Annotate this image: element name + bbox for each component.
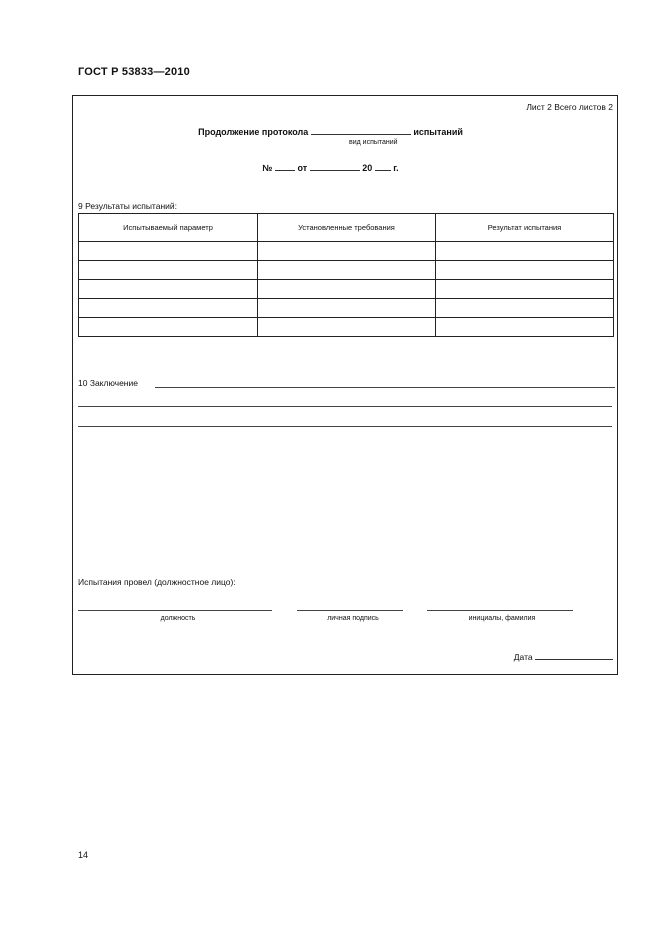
- table-cell: [79, 261, 258, 280]
- conclusion-label: 10 Заключение: [78, 378, 138, 388]
- protocol-number-line: [0, 162, 661, 173]
- date-field: [514, 651, 613, 662]
- name-blank: [427, 610, 573, 611]
- table-cell: [258, 261, 436, 280]
- tested-by-label: Испытания провел (должностное лицо):: [78, 577, 236, 587]
- year-prefix: 20: [362, 163, 373, 173]
- column-header: Установленные требования: [258, 214, 436, 242]
- number-blank: [275, 162, 295, 171]
- table-cell: [258, 280, 436, 299]
- signature-blank: [297, 610, 403, 611]
- date-label: Дата: [513, 652, 533, 662]
- page-number: 14: [78, 850, 89, 860]
- number-label: №: [262, 163, 273, 173]
- test-type-caption: вид испытаний: [349, 139, 398, 146]
- table-row: [79, 280, 614, 299]
- table-cell: [79, 280, 258, 299]
- conclusion-blank-3: [78, 426, 612, 427]
- table-cell: [436, 261, 614, 280]
- protocol-continuation: [0, 126, 661, 137]
- test-type-blank: [311, 126, 411, 135]
- position-blank: [78, 610, 272, 611]
- results-title: 9 Результаты испытаний:: [78, 201, 178, 211]
- table-cell: [79, 299, 258, 318]
- date-blank: [310, 162, 360, 171]
- table-cell: [79, 242, 258, 261]
- continuation-label: Продолжение протокола: [198, 127, 309, 137]
- column-header: Испытываемый параметр: [79, 214, 258, 242]
- table-cell: [436, 242, 614, 261]
- table-cell: [436, 280, 614, 299]
- table-row: [79, 318, 614, 337]
- year-blank: [375, 162, 391, 171]
- table-cell: [436, 299, 614, 318]
- position-caption: должность: [160, 615, 196, 622]
- year-suffix: г.: [393, 163, 399, 173]
- date-value-blank: [535, 651, 613, 660]
- table-cell: [258, 242, 436, 261]
- results-table: [78, 213, 614, 337]
- document-header: ГОСТ Р 53833—2010: [78, 66, 190, 78]
- table-cell: [436, 318, 614, 337]
- table-cell: [258, 299, 436, 318]
- conclusion-blank-2: [78, 406, 612, 407]
- from-label: от: [297, 163, 308, 173]
- table-cell: [258, 318, 436, 337]
- table-row: [79, 242, 614, 261]
- sheet-info: Лист 2 Всего листов 2: [526, 102, 613, 112]
- table-row: [79, 299, 614, 318]
- signature-caption: личная подпись: [327, 615, 379, 622]
- test-word: испытаний: [413, 127, 463, 137]
- name-caption: инициалы, фамилия: [468, 615, 536, 622]
- table-cell: [79, 318, 258, 337]
- conclusion-blank-1: [155, 387, 615, 388]
- column-header: Результат испытания: [436, 214, 614, 242]
- table-row: [79, 261, 614, 280]
- results-header-row: [79, 214, 614, 242]
